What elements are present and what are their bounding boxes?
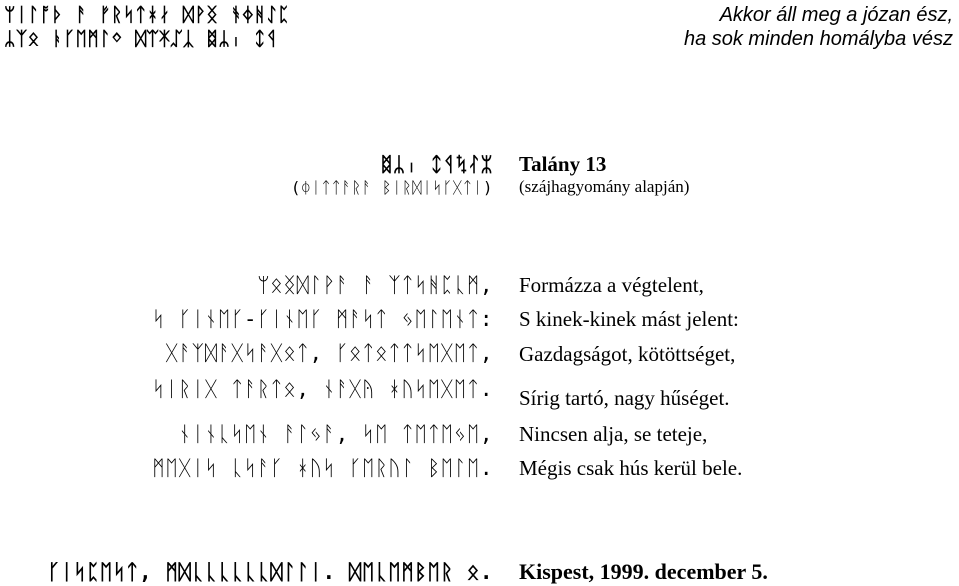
poem-runic-line-6: ᛗᛖᚷᛁᛋ ᚳᛋᚨᚴ ᚼᚢᛋ ᚴᛖᚱᚢᛚ ᛒᛖᛚᛖ. [152, 456, 493, 480]
poem-latin-line-5: Nincsen alja, se teteje, [519, 422, 708, 446]
latin-subtitle: (szájhagyomány alapján) [519, 177, 690, 196]
poem-runic-line-4: ᛋᛁᚱᛁᚷ ᛏᚨᚱᛏᛟ, ᚾᚨᚷᚤ ᚼᚢᛋᛖᚷᛖᛏ. [152, 377, 493, 401]
epigraph-latin-line-2: ha sok minden homályba vész [683, 28, 953, 50]
poem-latin-line-2: S kinek-kinek mást jelent: [519, 307, 739, 331]
runic-title: ᛥᛦᛧ ᛨᛩᛪᛮᛯ [380, 152, 493, 176]
runic-subtitle: (ᛰᛁᛏᛏᚨᚱᚨ ᛒᛁᚱᛞᛁᛋᚴᚷᛏᛁ) [290, 178, 493, 197]
poem-runic-line-5: ᚾᛁᚾᚳᛋᛖᚾ ᚨᛚᛃᚨ, ᛋᛖ ᛏᛖᛏᛖᛃᛖ, [178, 422, 493, 446]
poem-latin-line-1: Formázza a végtelent, [519, 273, 704, 297]
poem-latin-line-6: Mégis csak hús kerül bele. [519, 456, 743, 480]
epigraph-runic-line-2: ᛦᛉᛟ ᚭᚴᛖᛗᛚᛜ ᛞᛠᛡᛢᛣ ᛥᛦᛧ ᛨᛩ [4, 28, 278, 50]
poem-runic-line-1: ᛘᛟᛝᛞᛚᚹᚨ ᚨ ᛉᛏᛋᚻᛈᚳᛗ, [257, 273, 493, 297]
poem-runic-line-2: ᛋ ᚴᛁᚾᛖᚴ-ᚴᛁᚾᛖᚴ ᛗᚨᛋᛏ ᛃᛖᛚᛖᚾᛏ: [152, 307, 493, 331]
footer-latin-date: Kispest, 1999. december 5. [519, 559, 768, 584]
footer-runic-date: ᚴᛁᛋᛈᛖᛋᛏ, ᛗᛞᚳᚳᚳᚳᚳᚳᛞᛚᛚᛁ. ᛞᛖᚳᛖᛗᛒᛖᚱ ᛟ. [47, 560, 493, 584]
poem-latin-line-4: Sírig tartó, nagy hűséget. [519, 386, 730, 410]
epigraph-runic-line-1: ᛘᛁᛚᚩᚦ ᚨ ᚠᚱᛋᛏᚼᛅ ᛞᚹᛝ ᚬᛄᚻᛇᛈ [4, 4, 290, 26]
poem-runic-line-3: ᚷᚨᛉᛞᚨᚷᛋᚨᚷᛟᛏ, ᚴᛟᛏᛟᛏᛏᛋᛖᚷᛖᛏ, [165, 341, 493, 365]
poem-latin-line-3: Gazdagságot, kötöttséget, [519, 342, 736, 366]
epigraph-latin-line-1: Akkor áll meg a józan ész, [719, 4, 953, 26]
latin-title: Talány 13 [519, 152, 607, 176]
